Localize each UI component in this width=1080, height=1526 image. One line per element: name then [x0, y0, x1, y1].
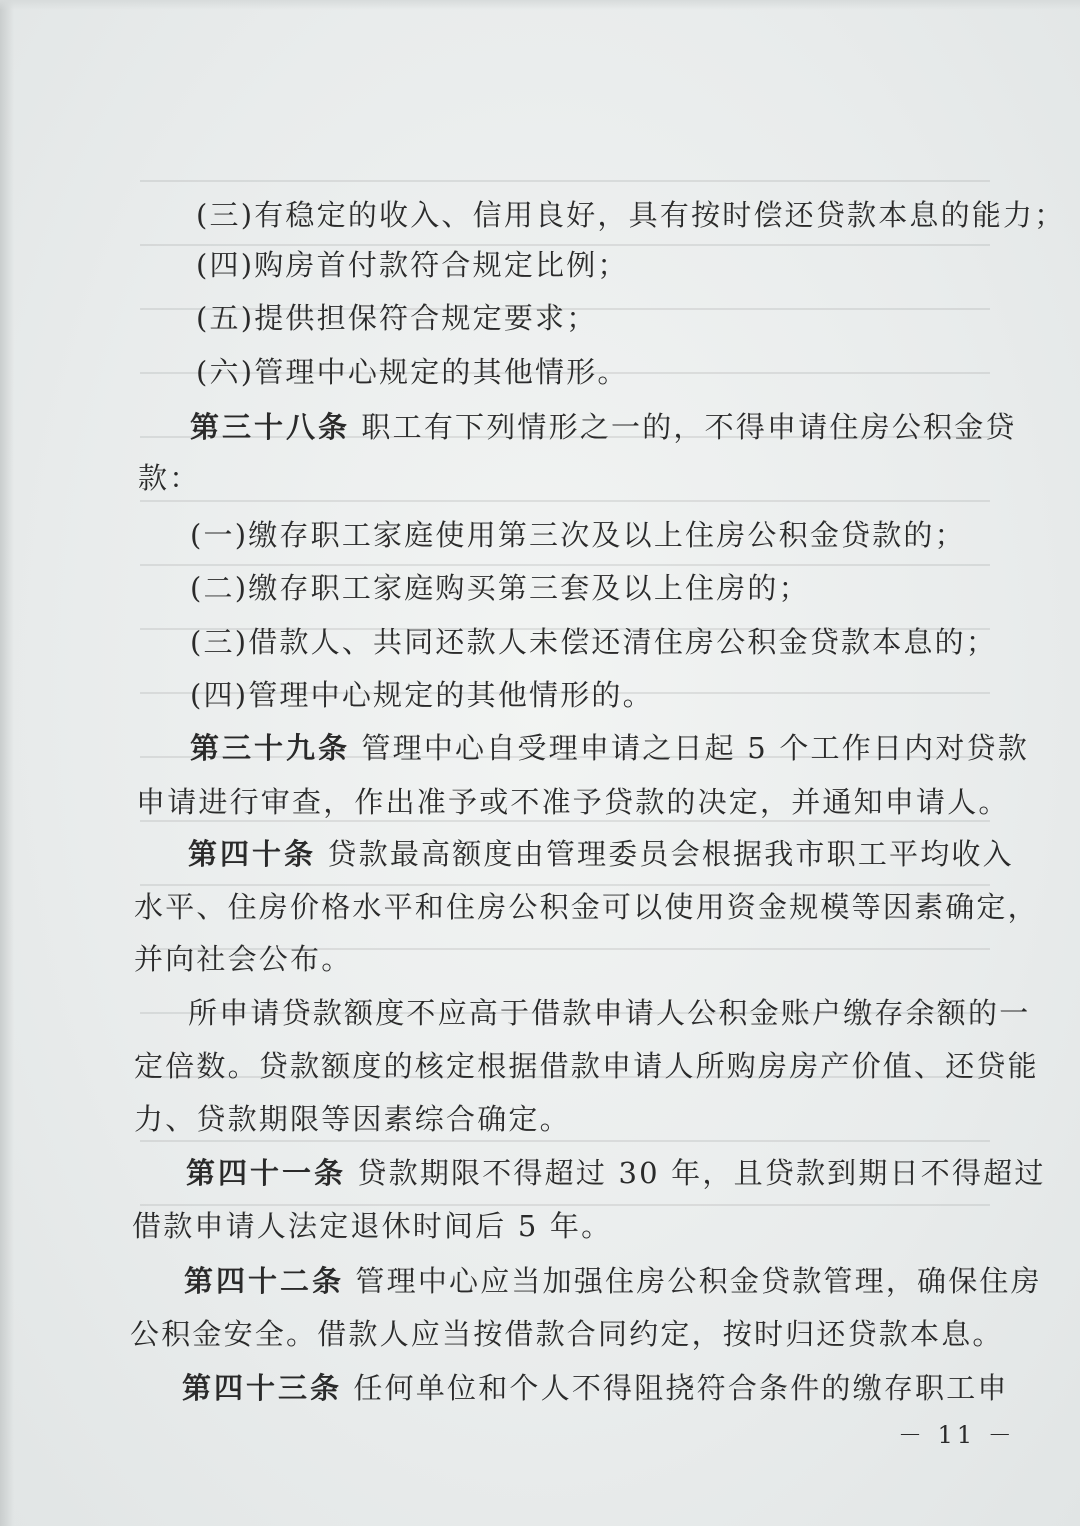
article-number: 第三十八条 — [190, 410, 351, 444]
text-line: 水平、住房价格水平和住房公积金可以使用资金规模等因素确定， — [134, 890, 1039, 924]
article-number: 第四十一条 — [186, 1156, 347, 1190]
article-text: 管理中心应当加强住房公积金贷款管理，确保住房 — [344, 1264, 1042, 1298]
text-line: (三)有稳定的收入、信用良好，具有按时偿还贷款本息的能力； — [196, 198, 1066, 232]
text-line: (二)缴存职工家庭购买第三套及以上住房的； — [190, 571, 810, 605]
article-line — [190, 728, 1029, 768]
text-line: 借款申请人法定退休时间后 5 年。 — [132, 1209, 613, 1243]
article-text: 职工有下列情形之一的，不得申请住房公积金贷 — [350, 410, 1017, 444]
text-line: (四)管理中心规定的其他情形的。 — [190, 678, 654, 712]
scan-edge-shadow — [0, 0, 14, 1526]
article-number: 第四十二条 — [184, 1264, 345, 1298]
page-number: － 11 － — [898, 1421, 1016, 1449]
text-line: 申请进行审查，作出准予或不准予贷款的决定，并通知申请人。 — [136, 785, 1010, 819]
text-line: 并向社会公布。 — [134, 942, 353, 976]
article-line — [188, 834, 1014, 874]
text-line: (六)管理中心规定的其他情形。 — [196, 355, 629, 389]
article-number: 第三十九条 — [190, 731, 351, 765]
article-line — [186, 1153, 1046, 1193]
article-number: 第四十三条 — [182, 1371, 343, 1405]
text-line: 款： — [138, 461, 201, 495]
article-text: 贷款期限不得超过 30 年，且贷款到期日不得超过 — [346, 1156, 1046, 1190]
article-text: 贷款最高额度由管理委员会根据我市职工平均收入 — [316, 837, 1014, 871]
article-line — [190, 407, 1017, 447]
text-line: 定倍数。贷款额度的核定根据借款申请人所购房房产价值、还贷能 — [134, 1049, 1039, 1083]
text-line: (五)提供担保符合规定要求； — [196, 301, 598, 335]
text-line: (三)借款人、共同还款人未偿还清住房公积金贷款本息的； — [190, 625, 998, 659]
text-line: (四)购房首付款符合规定比例； — [196, 248, 629, 282]
scan-top-shadow — [0, 0, 1080, 10]
text-line: 公积金安全。借款人应当按借款合同约定，按时归还贷款本息。 — [130, 1317, 1004, 1351]
article-number: 第四十条 — [188, 837, 317, 871]
article-text: 管理中心自受理申请之日起 5 个工作日内对贷款 — [350, 731, 1029, 765]
article-line — [182, 1368, 1009, 1408]
article-line — [184, 1261, 1042, 1301]
text-line: 力、贷款期限等因素综合确定。 — [134, 1102, 571, 1136]
article-text: 任何单位和个人不得阻挠符合条件的缴存职工申 — [342, 1371, 1009, 1405]
text-line: (一)缴存职工家庭使用第三次及以上住房公积金贷款的； — [190, 518, 966, 552]
text-line: 所申请贷款额度不应高于借款申请人公积金账户缴存余额的一 — [188, 996, 1031, 1030]
